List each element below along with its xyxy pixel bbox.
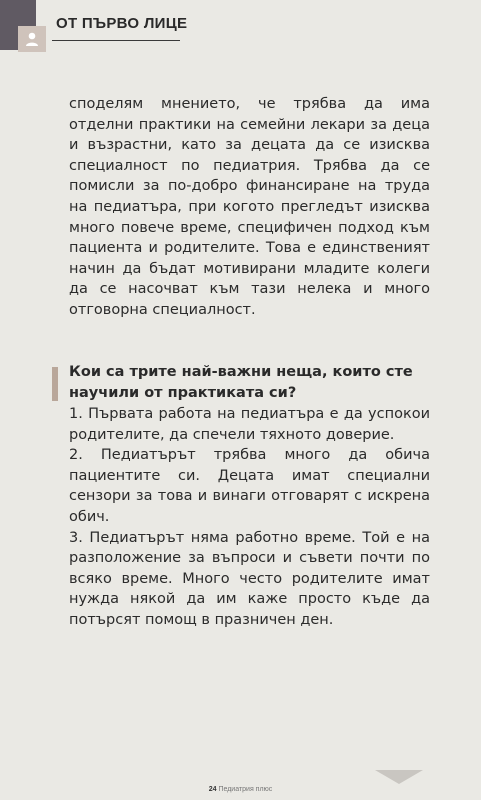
page-footer: [0, 786, 481, 793]
answer-item: 3. Педиатърът няма работно време. Той е на разположение за въпроси и съвети почти по всяко време. Много често родителите имат нужда някой да им каже просто къде да потърсят помощ в празничен ден.: [69, 529, 430, 628]
title-underline: [52, 40, 180, 41]
section-title: ОТ ПЪРВО ЛИЦЕ: [56, 15, 188, 32]
publication-name: Педиатрия плюс: [218, 786, 273, 793]
triangle-down-icon[interactable]: [375, 770, 423, 784]
person-icon: [24, 31, 40, 47]
answer-item: 1. Първата работа на педиатъра е да успокои родителите, да спечели тяхното доверие.: [69, 406, 430, 443]
interview-question: Кои са трите най-важни неща, които сте научили от практиката си?: [69, 364, 413, 401]
article-paragraph: споделям мнението, че трябва да има отделни практики на семейни лекари за деца и възрастни, като за децата да се изисква специалност по педиатрия. Трябва да се помисли за по-добро финансиране на труда на педиатъра, при когото прегледът изисква много повече време, специфичен подход към пациента и родителите. Това е единственият начин да бъдат мотивирани младите колеги да се насочват към тази нелека и много отговорна специалност.: [69, 96, 430, 318]
answer-item: 2. Педиатърът трябва много да обича пациентите си. Децата имат специални сензори за това и винаги отговарят с искрена обич.: [69, 447, 430, 525]
page-number: 24: [208, 786, 217, 793]
question-block: [69, 362, 439, 403]
avatar: [18, 26, 46, 52]
question-accent-bar: [52, 367, 58, 401]
answers-list: [69, 404, 430, 631]
